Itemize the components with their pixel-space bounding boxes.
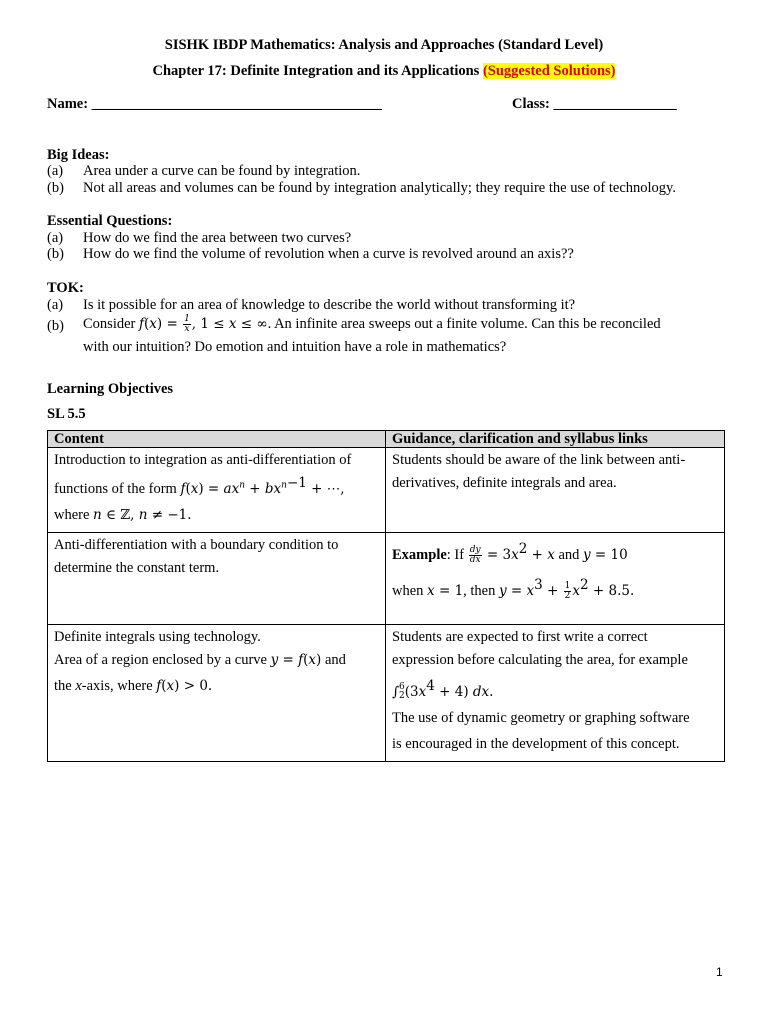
cell-text: and (558, 546, 580, 563)
chapter-name: Chapter 17: Definite Integration and its Applications (152, 63, 480, 79)
table-cell (386, 624, 725, 761)
learning-objectives-table (47, 430, 725, 762)
example-label: Example (392, 546, 447, 563)
cell-text: The use of dynamic geometry or graphing software (392, 709, 690, 726)
table-row (48, 624, 725, 761)
tok-item-b: Consider f(x) = $\frac{1}{x}$ , 1 ≤ x ≤ ∞. An infinite area sweeps out a finite volume. Can this be reconciled (83, 314, 661, 335)
cell-text-math: ∫ 6 2 $(3x^4 + 4)$ dx. (392, 677, 494, 702)
tok-label-b: (b) (47, 318, 64, 334)
cell-text: Introduction to integration as anti-differentiation of (54, 452, 352, 468)
chapter-title (0, 63, 768, 80)
cell-text: Definite integrals using technology. (54, 628, 261, 645)
cell-text: Area of a region enclosed by a curve (54, 651, 267, 668)
col-guidance-header: Guidance, clarification and syllabus links (386, 431, 725, 448)
syllabus-section: SL 5.5 (47, 406, 86, 422)
big-ideas-item-b: Not all areas and volumes can be found by integration analytically; they require the use of technology. (83, 180, 676, 196)
big-ideas-label-a: (a) (47, 163, 64, 179)
table-cell (48, 448, 386, 533)
name-field: Name: ________________________________________ (47, 96, 382, 112)
table-cell (48, 624, 386, 761)
cell-text: where (54, 506, 90, 523)
eq-item-b: How do we find the volume of revolution when a curve is revolved around an axis?? (83, 246, 574, 262)
big-ideas-label-b: (b) (47, 180, 64, 196)
cell-text: functions of the form (54, 480, 177, 497)
cell-text-math: the x-axis, where f(x) > 0. (54, 677, 213, 694)
class-field: Class: _________________ (512, 96, 677, 112)
eq-label-b: (b) (47, 246, 64, 262)
cell-text: determine the constant term. (54, 559, 220, 576)
suggested-solutions-highlight: (Suggested Solutions) (482, 63, 616, 79)
cell-text: derivatives, definite integrals and area. (392, 475, 617, 491)
table-cell (48, 532, 386, 624)
tok-item-a: Is it possible for an area of knowledge to describe the world without transforming it? (83, 297, 576, 313)
cell-text: and (324, 651, 346, 668)
cell-text: , then (463, 582, 496, 599)
essential-questions-heading: Essential Questions: (47, 213, 173, 229)
cell-text-math: functions of the form $f(x) = ax^n + bx^{n-1}$ + ⋯, (54, 475, 345, 497)
col-content-header: Content (48, 431, 386, 448)
table-header-row (48, 431, 725, 448)
table-cell (386, 448, 725, 533)
cell-text-math: where n ∈ ℤ, n ≠ −1. (54, 506, 192, 523)
big-ideas-heading: Big Ideas: (47, 147, 110, 163)
tok-item-b-line2: with our intuition? Do emotion and intuition have a role in mathematics? (83, 339, 507, 355)
cell-text: x (75, 677, 82, 694)
table-row (48, 532, 725, 624)
cell-text-math: Example: If $\frac{dy}{dx}$ = $3x^2 + x$ and y = 10 (392, 540, 628, 565)
eq-label-a: (a) (47, 230, 64, 246)
cell-text: expression before calculating the area, for example (392, 651, 688, 668)
cell-text: : If (446, 546, 465, 563)
table-cell (386, 532, 725, 624)
tok-b-prefix: Consider (83, 316, 136, 332)
tok-heading: TOK: (47, 280, 84, 296)
tok-label-a: (a) (47, 297, 64, 313)
cell-text: -axis, where (81, 677, 153, 694)
page-number: 1 (716, 965, 723, 979)
cell-text: Students are expected to first write a correct (392, 628, 648, 645)
cell-text: is encouraged in the development of this concept. (392, 735, 680, 752)
cell-text: when (392, 582, 424, 599)
eq-item-a: How do we find the area between two curves? (83, 230, 352, 246)
cell-text-math: when x = 1, then $y = x^3$ + $\frac{1}{2}$ $x^2 + 8.5$. (392, 576, 635, 601)
cell-text: the (54, 677, 72, 694)
learning-objectives-heading: Learning Objectives (47, 381, 174, 397)
tok-b-after: . An infinite area sweeps out a finite volume. Can this be reconciled (267, 316, 661, 332)
table-row (48, 448, 725, 533)
cell-text: Students should be aware of the link between anti- (392, 452, 686, 468)
cell-text: Anti-differentiation with a boundary condition to (54, 536, 339, 553)
document-title: SISHK IBDP Mathematics: Analysis and Approaches (Standard Level) (164, 37, 604, 53)
cell-text-math: Area of a region enclosed by a curve y = f(x) and (54, 651, 346, 668)
big-ideas-item-a: Area under a curve can be found by integration. (83, 163, 361, 179)
